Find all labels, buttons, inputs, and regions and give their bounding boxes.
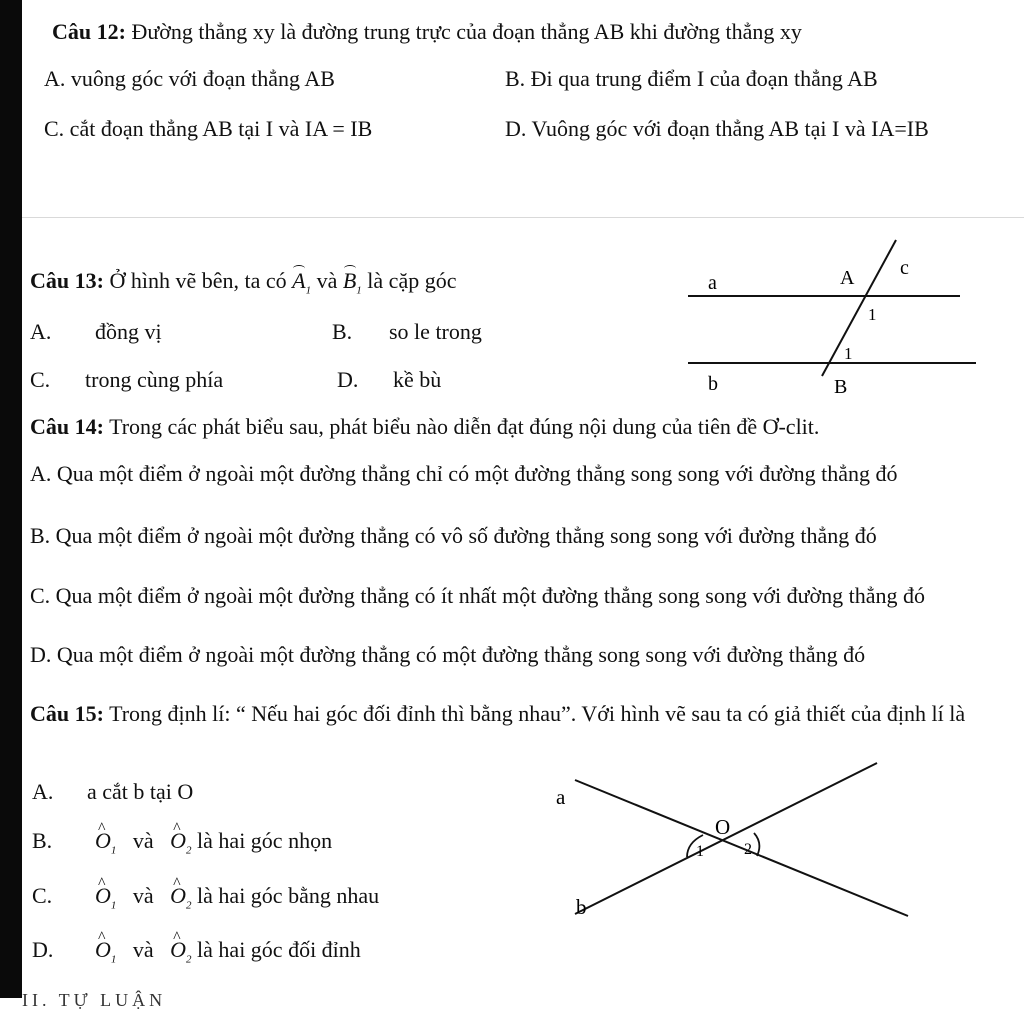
q14-option-d: D. Qua một điểm ở ngoài một đường thẳng có một đường thẳng song song với đường thẳng đó: [30, 642, 866, 667]
left-black-bar: [0, 0, 22, 998]
footer-fragment: II. TỰ LUẬN: [22, 990, 167, 1010]
q13-label-angle-a: 1: [868, 305, 877, 324]
q13-suffix: là cặp góc: [367, 268, 457, 293]
q14-option-c: C. Qua một điểm ở ngoài một đường thẳng có ít nhất một đường thẳng song song với đường thẳng đó: [30, 583, 926, 608]
q15-d-angle-o2: ^ $O_2$: [170, 937, 191, 972]
q13-question: [30, 268, 456, 303]
q14-option-b: B. Qua một điểm ở ngoài một đường thẳng có vô số đường thẳng song song với đường thẳng đó: [30, 523, 877, 548]
q15-b-angle-o2: ^ $O_2$: [170, 828, 191, 863]
q15-option-c-text: ^ $O_1$ và ^ $O_2$ là hai góc bằng nhau: [95, 883, 379, 918]
q15-question-text: Trong định lí: “ Nếu hai góc đối đỉnh thì bằng nhau”. Với hình vẽ sau ta có giả thiết của định lí là: [109, 701, 966, 726]
q13-label-b: b: [708, 373, 718, 395]
q13-option-d-text: kề bù: [393, 367, 442, 392]
q13-line-c: [822, 240, 896, 376]
q15-option-b-text: ^ $O_1$ và ^ $O_2$ là hai góc nhọn: [95, 828, 332, 863]
q12-option-d: D. Vuông góc với đoạn thẳng AB tại I và IA=IB: [505, 116, 929, 141]
q15-c-angle-o2: ^ $O_2$: [170, 883, 191, 918]
q15-label-a: a: [556, 785, 566, 809]
q12-question: [52, 19, 802, 45]
q13-option-c-text: trong cùng phía: [85, 367, 224, 392]
q15-figure: [546, 755, 916, 935]
q13-option-b-letter: B.: [332, 319, 353, 344]
q13-angle-b1: $B_1$: [343, 268, 362, 303]
q15-question: [30, 702, 1010, 725]
q13-label-a: a: [708, 272, 717, 294]
q12-option-b: B. Đi qua trung điểm I của đoạn thẳng AB: [505, 66, 878, 91]
q15-line-a: [575, 780, 908, 916]
q15-b-angle-o1: ^ $O_1$: [95, 828, 116, 863]
q13-figure: [684, 232, 984, 402]
q13-prefix: Ở hình vẽ bên, ta có: [109, 268, 287, 293]
q15-option-d-letter: D.: [32, 937, 54, 962]
q13-label-point-b: B: [834, 376, 848, 398]
q13-option-a-text: đồng vị: [95, 319, 162, 344]
q12-option-a: A. vuông góc với đoạn thẳng AB: [44, 66, 335, 91]
q15-option-a-letter: A.: [32, 779, 54, 804]
q14-question-text: Trong các phát biểu sau, phát biểu nào diễn đạt đúng nội dung của tiên đề Ơ-clit.: [109, 414, 820, 439]
q15-label-b: b: [576, 895, 587, 919]
q15-label: Câu 15:: [30, 701, 104, 726]
q14-label: Câu 14:: [30, 414, 104, 439]
q15-option-b-letter: B.: [32, 828, 53, 853]
q15-d-angle-o1: ^ $O_1$: [95, 937, 116, 972]
q14-question: [30, 414, 819, 440]
q12-question-text: Đường thẳng xy là đường trung trực của đoạn thẳng AB khi đường thẳng xy: [131, 19, 802, 44]
q12-option-c: C. cắt đoạn thẳng AB tại I và IA = IB: [44, 116, 373, 141]
q15-label-o: O: [715, 815, 731, 839]
q13-label-angle-b: 1: [844, 344, 853, 363]
q15-option-a-text: a cắt b tại O: [87, 779, 194, 804]
q13-option-c-letter: C.: [30, 367, 51, 392]
q13-label-point-a: A: [840, 267, 855, 289]
q13-label: Câu 13:: [30, 268, 104, 293]
q15-option-c-letter: C.: [32, 883, 53, 908]
q13-and: và: [316, 268, 338, 293]
q14-option-a: A. Qua một điểm ở ngoài một đường thẳng chỉ có một đường thẳng song song với đường thẳng đó: [30, 461, 898, 486]
q13-option-d-letter: D.: [337, 367, 359, 392]
q13-option-b-text: so le trong: [389, 319, 482, 344]
q13-option-a-letter: A.: [30, 319, 52, 344]
q15-label-angle-2: 2: [744, 841, 752, 858]
q15-option-d-text: ^ $O_1$ và ^ $O_2$ là hai góc đối đỉnh: [95, 937, 361, 972]
q15-label-angle-1: 1: [696, 843, 704, 860]
q15-c-angle-o1: ^ $O_1$: [95, 883, 116, 918]
section-divider: [22, 217, 1024, 218]
q12-label: Câu 12:: [52, 19, 126, 44]
q13-angle-a1: $A_1$: [292, 268, 311, 303]
q13-label-c: c: [900, 257, 909, 279]
